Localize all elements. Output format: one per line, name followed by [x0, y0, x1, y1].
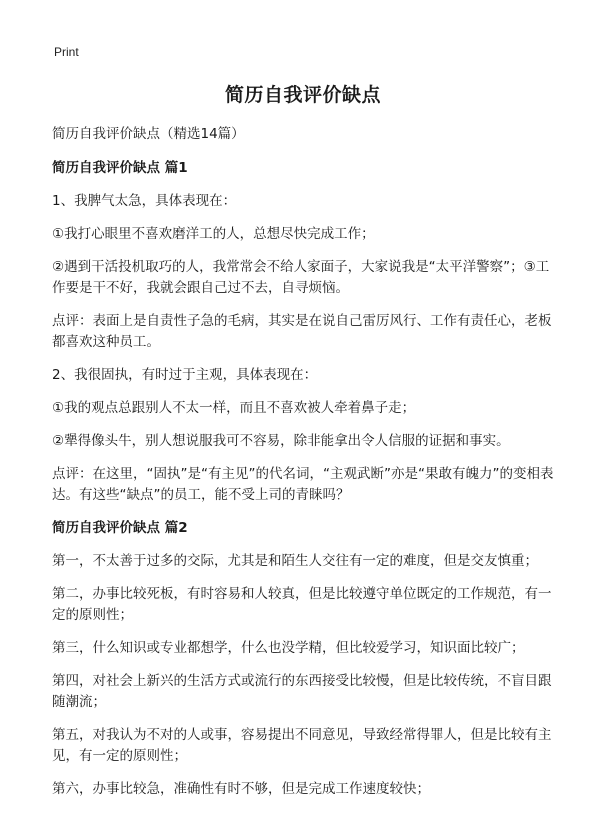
paragraph: 第二，办事比较死板，有时容易和人较真，但是比较遵守单位既定的工作规范，有一定的原则性；	[52, 586, 552, 623]
section-heading: 简历自我评价缺点 篇1	[52, 160, 188, 176]
paragraph: 第五，对我认为不对的人或事，容易提出不同意见，导致经常得罪人，但是比较有主见，有一定的原则性；	[52, 727, 552, 764]
comment-paragraph: 点评：表面上是自责性子急的毛病，其实是在说自己雷厉风行、工作有责任心，老板都喜欢这种员工。	[52, 313, 552, 350]
paragraph: 第四，对社会上新兴的生活方式或流行的东西接受比较慢，但是比较传统，不盲目跟随潮流；	[52, 673, 552, 710]
paragraph: 第一，不太善于过多的交际，尤其是和陌生人交往有一定的难度，但是交友慎重；	[52, 553, 538, 569]
print-label: Print	[54, 45, 79, 59]
section-heading: 简历自我评价缺点 篇2	[52, 520, 188, 536]
paragraph: 2、我很固执，有时过于主观，具体表现在：	[52, 367, 318, 383]
paragraph: 第三，什么知识或专业都想学，什么也没学精，但比较爱学习，知识面比较广；	[52, 640, 525, 656]
document-title: 简历自我评价缺点	[224, 84, 381, 106]
section-2	[52, 518, 554, 800]
comment-paragraph: 点评：在这里，“固执”是“有主见”的代名词，“主观武断”亦是“果敢有魄力”的变相表达。有这些“缺点”的员工，能不受上司的青睐吗？	[52, 466, 554, 503]
paragraph: ①我的观点总跟别人不太一样，而且不喜欢被人牵着鼻子走；	[52, 400, 416, 416]
paragraph: 1、我脾气太急，具体表现在：	[52, 193, 237, 209]
paragraph: ①我打心眼里不喜欢磨洋工的人，总想尽快完成工作；	[52, 226, 375, 242]
paragraph: ②犟得像头牛，别人想说服我可不容易，除非能拿出令人信服的证据和事实。	[52, 433, 510, 449]
section-1	[52, 158, 554, 506]
paragraph: ②遇到干活投机取巧的人，我常常会不给人家面子，大家说我是“太平洋警察”；③工作要是干不好，我就会跟自己过不去，自寻烦恼。	[52, 259, 550, 296]
paragraph: 第六，办事比较急，准确性有时不够，但是完成工作速度较快；	[52, 781, 430, 797]
document-subtitle: 简历自我评价缺点（精选14篇）	[52, 126, 245, 142]
